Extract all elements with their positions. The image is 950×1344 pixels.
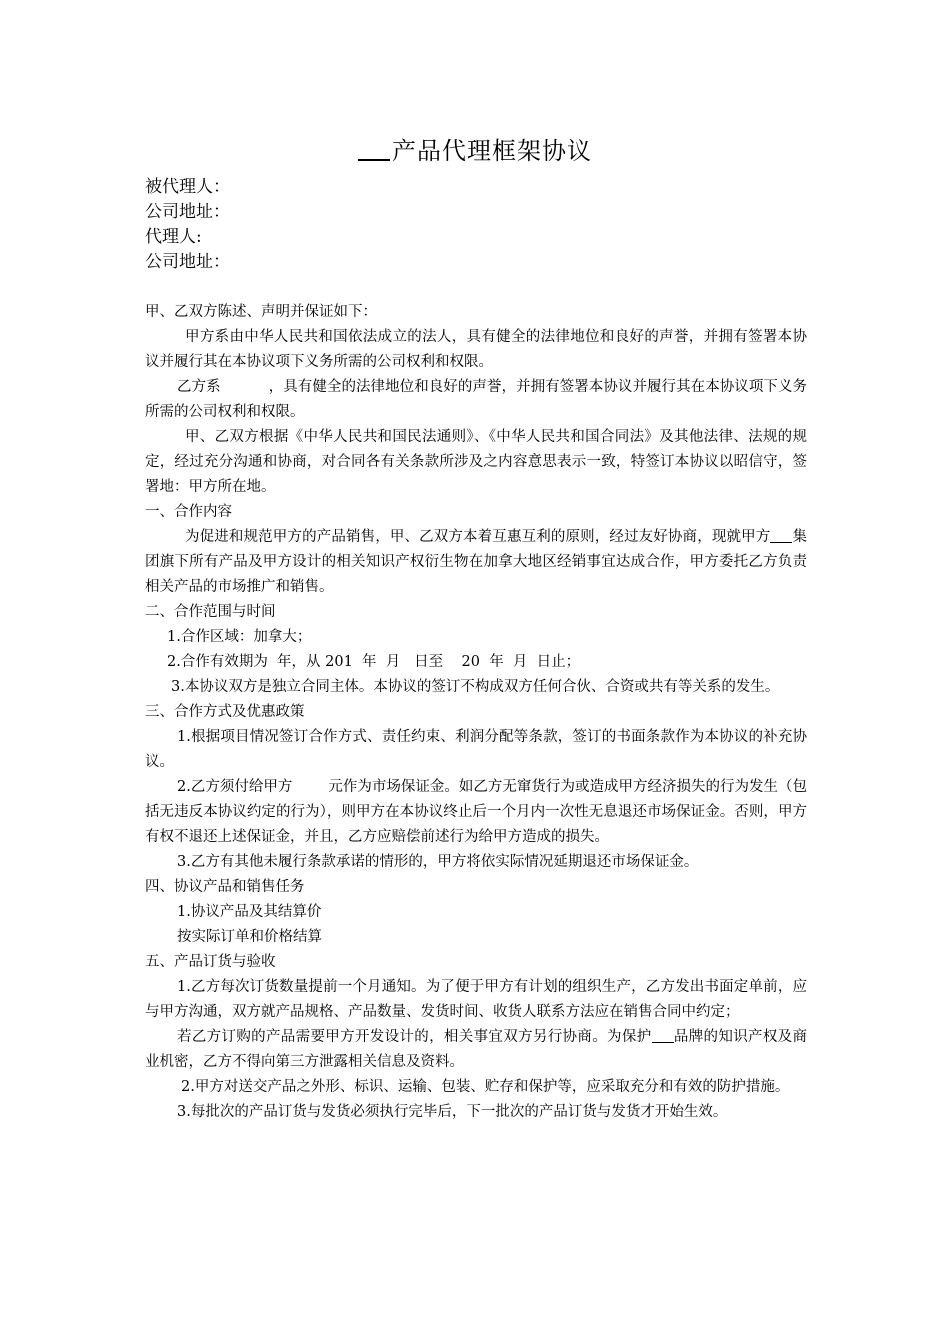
party-b-rest: ，具有健全的法律地位和良好的声誉，并拥有签署本协议并履行其在本协议项下义务所需的公司权利和权限。: [145, 379, 808, 420]
party-b-prefix: 乙方系: [177, 379, 221, 395]
preamble-intro: 甲、乙双方陈述、声明并保证如下：: [145, 304, 377, 320]
preamble-basis: 甲、乙双方根据《中华人民共和国民法通则》、《中华人民共和国合同法》及其他法律、法规的规定，经过充分沟通和协商，对合同各有关条款所涉及之内容意思表示一致，特签订本协议以昭信守，签署地：甲方所在地。: [145, 429, 807, 495]
section-5-item-1: 1.乙方每次订货数量提前一个月通知。为了便于甲方有计划的组织生产，乙方发出书面定单前，应与甲方沟通，双方就产品规格、产品数量、发货时间、收货人联系方法应在销售合同中约定；: [145, 979, 807, 1020]
section-1-paragraph: [145, 525, 807, 600]
section-5-extra-text-a: 若乙方订购的产品需要甲方开发设计的，相关事宜双方另行协商。为保护: [177, 1029, 652, 1045]
agreement-body: [145, 300, 807, 1125]
section-5-extra-text-b: 品牌的知识产权及商业机密，乙方不得向第三方泄露相关信息及资料。: [145, 1029, 808, 1070]
section-5-item-3: 3.每批次的产品订货与发货必须执行完毕后，下一批次的产品订货与发货才开始生效。: [177, 1104, 728, 1120]
section-2-item-1: 1.合作区域：加拿大；: [167, 629, 312, 645]
section-5-item-1-extra: [145, 1025, 807, 1075]
document-title: [0, 131, 950, 166]
section-1-text-b: 集团旗下所有产品及甲方设计的相关知识产权衍生物在加拿大地区经销事宜达成合作，甲方委托乙方负责相关产品的市场推广和销售。: [145, 529, 808, 595]
section-3-heading: 三、合作方式及优惠政策: [145, 704, 305, 720]
section-4-item-1-detail: 按实际订单和价格结算: [177, 929, 322, 945]
section-2-heading: 二、合作范围与时间: [145, 604, 276, 620]
section-5-heading: 五、产品订货与验收: [145, 954, 276, 970]
section-3-item-2-text-a: 2.乙方须付给甲方: [177, 779, 293, 795]
section-5-item-2: 2.甲方对送交产品之外形、标识、运输、包装、贮存和保护等，应采取充分和有效的防护措施。: [181, 1079, 790, 1095]
principal-address-label: 公司地址：: [145, 202, 230, 222]
section-1-text-a: 为促进和规范甲方的产品销售，甲、乙双方本着互惠互利的原则，经过友好协商，现就甲方: [185, 529, 771, 545]
section-3-item-2-text-b: 元作为市场保证金。如乙方无窜货行为或造成甲方经济损失的行为发生（包括无违反本协议约定的行为），则甲方在本协议终止后一个月内一次性无息退还市场保证金。否则，甲方有权不退还上述保证金，并且，乙方应赔偿前述行为给甲方造成的损失。: [145, 779, 807, 845]
agent-address-label: 公司地址：: [145, 252, 230, 272]
section-3-item-3: 3.乙方有其他未履行条款承诺的情形的，甲方将依实际情况延期退还市场保证金。: [177, 854, 699, 870]
preamble-party-b: [145, 375, 807, 425]
agent-label: 代理人:: [145, 227, 202, 247]
brand-blank-underline: [652, 1027, 674, 1043]
title-text: 产品代理框架协议: [392, 137, 592, 165]
section-4-heading: 四、协议产品和销售任务: [145, 879, 305, 895]
preamble-party-a: 甲方系由中华人民共和国依法成立的法人，具有健全的法律地位和良好的声誉，并拥有签署本协议并履行其在本协议项下义务所需的公司权利和权限。: [145, 329, 807, 370]
title-blank-underline: [358, 137, 390, 161]
section-1-heading: 一、合作内容: [145, 504, 232, 520]
principal-label: 被代理人：: [145, 177, 230, 197]
section-1-blank-underline: [770, 527, 792, 543]
section-3-item-2: [145, 775, 807, 850]
section-4-item-1: 1.协议产品及其结算价: [177, 904, 322, 920]
parties-block: [145, 175, 230, 275]
section-3-item-1: 1.根据项目情况签订合作方式、责任约束、利润分配等条款，签订的书面条款作为本协议的补充协议。: [145, 729, 807, 770]
section-2-item-3: 3.本协议双方是独立合同主体。本协议的签订不构成双方任何合伙、合资或共有等关系的发生。: [171, 679, 780, 695]
section-2-item-2: 2.合作有效期为 年，从 201 年 月 日至 20 年 月 日止；: [167, 654, 581, 670]
